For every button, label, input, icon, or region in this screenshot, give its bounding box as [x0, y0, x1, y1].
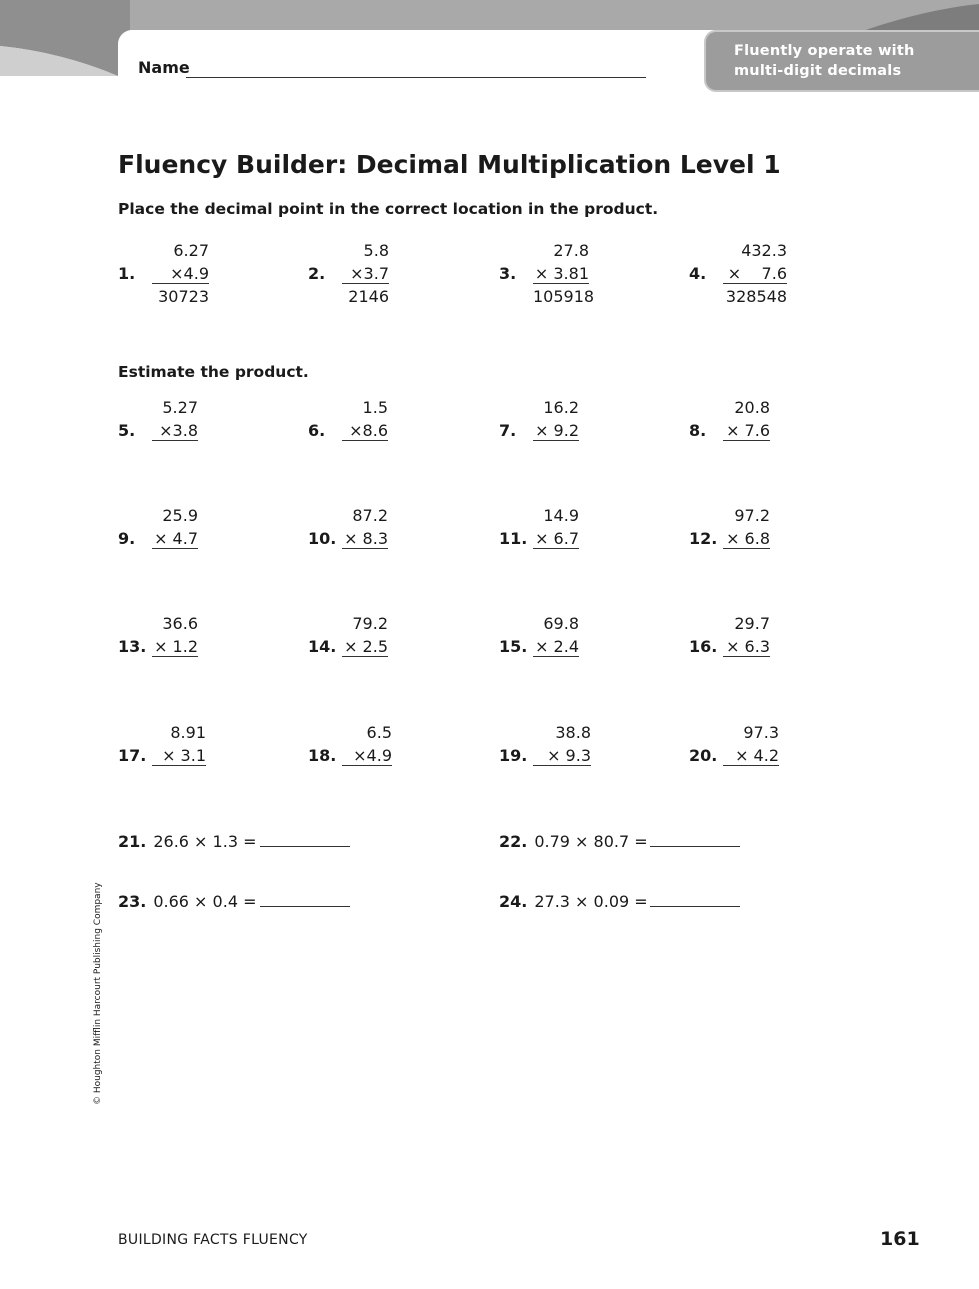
problem-number: 8. — [689, 421, 707, 440]
multiplier: × 6.7 — [533, 529, 579, 549]
answer-blank[interactable] — [260, 906, 350, 907]
equation-text: 26.6 × 1.3 = — [153, 832, 257, 851]
page-title: Fluency Builder: Decimal Multiplication Level 1 — [118, 150, 781, 179]
multiplier: × 3.1 — [152, 746, 206, 766]
multiplier: × 7.6 — [723, 264, 787, 284]
multiplier: ×4.9 — [152, 264, 209, 284]
multiplier: × 8.3 — [342, 529, 388, 549]
multiplier: × 2.4 — [533, 637, 579, 657]
problem-number: 7. — [499, 421, 517, 440]
multiplicand: 5.8 — [363, 241, 389, 260]
copyright-credit: © Houghton Mifflin Harcourt Publishing Company — [93, 882, 103, 1105]
multiplicand: 97.3 — [743, 723, 779, 742]
name-label: Name — [138, 58, 190, 77]
problem-number: 9. — [118, 529, 136, 548]
name-input-line[interactable] — [186, 77, 646, 78]
standard-tag-line2: multi-digit decimals — [734, 63, 902, 79]
equation-text: 0.66 × 0.4 = — [153, 892, 257, 911]
product-digits: 2146 — [348, 287, 389, 306]
problem-number: 4. — [689, 264, 707, 283]
problem-number: 3. — [499, 264, 517, 283]
multiplicand: 8.91 — [170, 723, 206, 742]
product-digits: 30723 — [158, 287, 209, 306]
standard-tag-line1: Fluently operate with — [734, 43, 915, 59]
multiplier: ×8.6 — [342, 421, 388, 441]
multiplier: × 6.3 — [723, 637, 770, 657]
multiplier: × 3.81 — [534, 264, 589, 283]
product-digits: 105918 — [533, 287, 595, 306]
problem-number: 24. — [499, 892, 528, 911]
multiplicand: 1.5 — [362, 398, 388, 417]
problem-number: 1. — [118, 264, 136, 283]
problem-number: 19. — [499, 746, 528, 765]
problem-number: 17. — [118, 746, 147, 765]
multiplicand: 38.8 — [555, 723, 591, 742]
header-band — [0, 0, 979, 30]
problem-number: 11. — [499, 529, 528, 548]
multiplicand: 27.8 — [553, 241, 589, 260]
equation-21 — [118, 832, 256, 851]
multiplicand: 16.2 — [543, 398, 579, 417]
page-number: 161 — [880, 1228, 920, 1250]
equation-22 — [499, 832, 648, 851]
problem-number: 14. — [308, 637, 337, 656]
problem-number: 6. — [308, 421, 326, 440]
problem-number: 18. — [308, 746, 337, 765]
problem-number: 23. — [118, 892, 147, 911]
multiplicand: 5.27 — [162, 398, 198, 417]
standard-tag — [706, 32, 979, 90]
problem-number: 22. — [499, 832, 528, 851]
equation-24 — [499, 892, 648, 911]
multiplicand: 14.9 — [543, 506, 579, 525]
problem-number: 21. — [118, 832, 147, 851]
multiplicand: 20.8 — [734, 398, 770, 417]
multiplier: ×4.9 — [342, 746, 392, 766]
multiplier: ×3.7 — [342, 264, 389, 284]
multiplicand: 6.27 — [173, 241, 209, 260]
multiplier: × 7.6 — [723, 421, 770, 441]
multiplicand: 87.2 — [352, 506, 388, 525]
multiplicand: 69.8 — [543, 614, 579, 633]
multiplicand: 6.5 — [366, 723, 392, 742]
multiplier: × 1.2 — [152, 637, 198, 657]
name-area — [118, 30, 708, 90]
problem-number: 2. — [308, 264, 326, 283]
equation-text: 0.79 × 80.7 = — [534, 832, 648, 851]
problem-number: 15. — [499, 637, 528, 656]
multiplier: × 9.2 — [533, 421, 579, 441]
section1-instruction: Place the decimal point in the correct location in the product. — [118, 200, 659, 218]
problem-number: 10. — [308, 529, 337, 548]
answer-blank[interactable] — [650, 846, 740, 847]
equation-23 — [118, 892, 256, 911]
answer-blank[interactable] — [260, 846, 350, 847]
multiplier: × 2.5 — [342, 637, 388, 657]
multiplicand: 79.2 — [352, 614, 388, 633]
answer-blank[interactable] — [650, 906, 740, 907]
problem-number: 12. — [689, 529, 718, 548]
header-swoosh-left — [0, 0, 130, 76]
product-digits: 328548 — [725, 287, 787, 306]
multiplicand: 25.9 — [162, 506, 198, 525]
multiplicand: 97.2 — [734, 506, 770, 525]
problem-number: 5. — [118, 421, 136, 440]
multiplicand: 29.7 — [734, 614, 770, 633]
problem-number: 16. — [689, 637, 718, 656]
problem-number: 13. — [118, 637, 147, 656]
header-swoosh-right — [860, 0, 979, 32]
problem-number: 20. — [689, 746, 718, 765]
multiplicand: 36.6 — [162, 614, 198, 633]
multiplier: × 4.7 — [152, 529, 198, 549]
multiplier: × 6.8 — [723, 529, 770, 549]
section2-instruction: Estimate the product. — [118, 363, 309, 381]
multiplier: × 4.2 — [723, 746, 779, 766]
multiplicand: 432.3 — [741, 241, 787, 260]
footer-book-title: BUILDING FACTS FLUENCY — [118, 1232, 308, 1248]
equation-text: 27.3 × 0.09 = — [534, 892, 648, 911]
multiplier: × 9.3 — [533, 746, 591, 766]
multiplier: ×3.8 — [152, 421, 198, 441]
